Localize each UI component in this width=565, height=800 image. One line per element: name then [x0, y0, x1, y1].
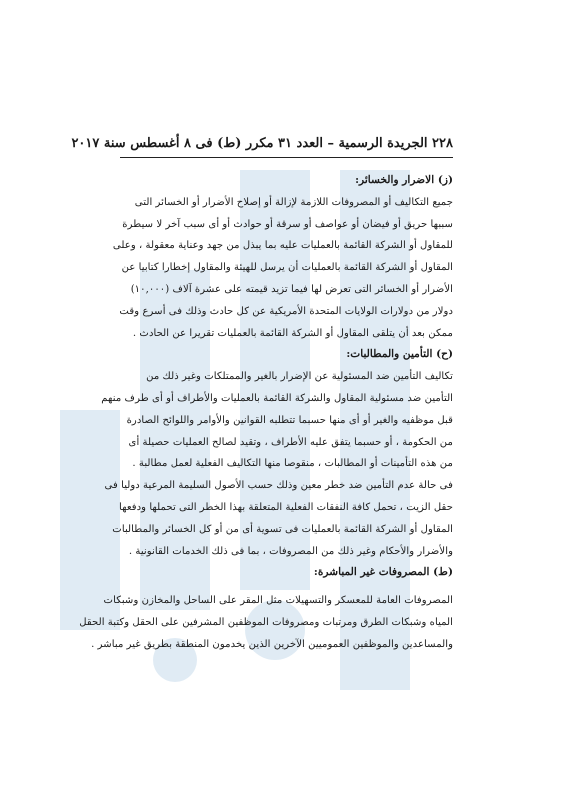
text-line: للمقاول أو الشركة القائمة بالعمليات عليه بما يبذل من جهد وعناية معقولة ، وعلى — [112, 240, 453, 252]
text-line: سببها حريق أو فيضان أو عواصف أو سرقة أو حوادث أو أى سبب آخر لا سيطرة — [122, 218, 453, 230]
text-line: المقاول أو الشركة القائمة بالعمليات أن يرسل للهيئة والمقاول إخطارا كتابيا عن — [121, 262, 453, 274]
text-line: من الحكومة ، أو حسبما يتفق عليه الأطراف ، وتقيد لصالح العمليات حصيلة أى — [128, 436, 453, 448]
paragraph-indirect-costs — [79, 590, 453, 655]
text-line: والأضرار والأحكام وغير ذلك من المصروفات ، بما فى ذلك الخدمات القانونية . — [128, 545, 453, 557]
paragraph-uninsured-risk — [104, 475, 453, 562]
text-line: من هذه التأمينات أو المطالبات ، منقوصا منها التكاليف الفعلية لعمل مطالبة . — [132, 458, 453, 470]
paragraph-insurance — [101, 366, 453, 475]
text-line: قبل موظفيه والغير أو أى منها حسبما تتطلبه القوانين والأوامر واللوائح الصادرة — [126, 414, 453, 426]
text-line: فى حالة عدم التأمين ضد خطر معين وذلك حسب الأصول السليمة المرعية دوليا فى — [104, 480, 453, 492]
text-line: ممكن بعد أن يتلقى المقاول أو الشركة القائمة بالعمليات تقريرا عن الحادث . — [132, 327, 453, 339]
text-line: دولار من دولارات الولايات المتحدة الأمريكية عن كل حادث وذلك فى أسرع وقت — [119, 305, 453, 317]
body-text — [79, 170, 453, 656]
paragraph-damages — [112, 192, 453, 345]
text-line: المياه وشبكات الطرق ومرتبات ومصروفات الموظفين المشرفين على الحقل وكتبة الحقل — [79, 616, 453, 628]
text-line: حقل الزيت ، تحمل كافة النفقات الفعلية المتعلقة بهذا الخطر التى تحملها ودفعها — [119, 501, 453, 513]
section-heading-indirect-costs: (ط) المصروفات غير المباشرة: — [313, 566, 453, 579]
text-line: التأمين ضد مسئولية المقاول والشركة القائمة بالعمليات والأطراف أو أى طرف منهم — [101, 392, 453, 404]
text-line: الأضرار أو الخسائر التى تعرض لها فيما تزيد قيمته على عشرة آلاف (١٠,٠٠٠) — [130, 283, 453, 295]
text-line: جميع التكاليف أو المصروفات اللازمة لإزالة أو إصلاح الأضرار أو الخسائر التى — [134, 196, 453, 208]
text-line: تكاليف التأمين ضد المسئولية عن الإضرار بالغير والممتلكات وغير ذلك من — [146, 371, 453, 383]
section-heading-damages: (ز) الاضرار والخسائر: — [355, 174, 453, 186]
section-heading-insurance: (ح) التأمين والمطالبات: — [346, 348, 453, 361]
text-line: المصروفات العامة للمعسكر والتسهيلات مثل المقر على الساحل والمخازن وشبكات — [103, 595, 453, 607]
page-header: ٢٢٨ الجريدة الرسمية – العدد ٣١ مكرر (ط) فى ٨ أغسطس سنة ٢٠١٧ — [120, 131, 453, 158]
text-line: المقاول أو الشركة القائمة بالعمليات فى تسوية أى من أو كل الخسائر والمطالبات — [112, 523, 453, 535]
text-line: والمساعدين والموظفين العموميين الآخرين الذين يخدمون المنطقة بطريق غير مباشر . — [91, 638, 453, 650]
